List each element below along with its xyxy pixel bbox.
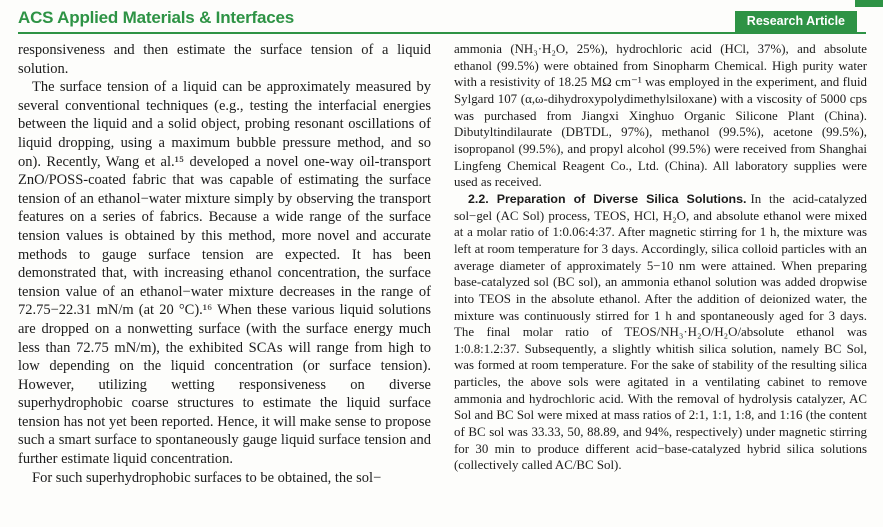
right-column xyxy=(454,41,867,527)
section-paragraph-text: In the acid-catalyzed sol−gel (AC Sol) process, TEOS, HCl, H₂O, and absolute ethanol were mixed at a molar ratio of 1:0.06:4:37. After magnetic stirring for 1 h, the mixture was left at room temperature for 3 days. Accordingly, silica colloid particles with an average diameter of approximately 5−10 nm were attained. When preparing base-catalyzed sol (BC sol), an ammonia ethanol solution was added dropwise into TEOS in the absolute ethanol. After the addition of deionized water, the mixture was continuously stirred for 1 h and spontaneously aged for 3 days. The final molar ratio of TEOS/NH₃·H₂O/H₂O/absolute ethanol was 1:0.8:1.2:37. Subsequently, a slightly whitish silica solution, namely BC Sol, was formed at room temperature. For the sake of stability of the resulting silica particles, the above sols were agitated in a ventilating cabinet to remove ammonia and hydrochloric acid. With the removal of hydrolysis catalyzer, AC Sol and BC Sol were mixed at mass ratios of 2:1, 1:1, 1:8, and 1:16 (the content of BC sol was 33.33, 50, 88.89, and 94%, respectively) under magnetic stirring for 30 min to produce different acid−base-catalyzed hybrid silica solutions (collectively called AC/BC Sol). xyxy=(454,191,867,473)
paragraph: For such superhydrophobic surfaces to be obtained, the sol− xyxy=(32,469,382,486)
corner-accent-bar xyxy=(855,0,883,7)
article-body xyxy=(18,41,867,527)
journal-title: ACS Applied Materials & Interfaces xyxy=(18,8,294,27)
paragraph-continuation: responsiveness and then estimate the surface tension of a liquid solution. xyxy=(18,42,431,77)
paragraph-with-heading xyxy=(454,191,867,474)
header-rule xyxy=(18,32,866,34)
section-heading: 2.2. Preparation of Diverse Silica Solutions. xyxy=(468,191,747,206)
paragraph-continuation: ammonia (NH₃·H₂O, 25%), hydrochloric acid (HCl, 37%), and absolute ethanol (99.5%) were obtained from Sinopharm Chemical. High purity water with a resistivity of 18.25 MΩ cm⁻¹ was employed in the experiment, and fluid Sylgard 107 (α,ω-dihydroxypolydimethylsiloxane) with a viscosity of 5000 cps was purchased from Jiangxi Xinghuo Organic Silicone Plant (China). Dibutyltindilaurate (DBTDL, 97%), methanol (99.5%), acetone (99.5%), isopropanol (99.5%), and propyl alcohol (99.5%) were received from Shanghai Lingfeng Chemical Reagent Co., Ltd. (China). All laboratory supplies were used as received. xyxy=(454,42,867,190)
left-column xyxy=(18,41,431,527)
paragraph: The surface tension of a liquid can be approximately measured by several conventional techniques (e.g., testing the interfacial energies between the liquid and a solid object, probing resonant oscillations of liquid dropping, using a maximum bubble pressure method, and so on). Recently, Wang et al.¹⁵ developed a novel one-way oil-transport ZnO/POSS-coated fabric that was capable of estimating the surface tension of an ethanol−water mixture simply by observing the transport features on a series of fabrics. Because a wide range of the surface tension values is obtained by this method, more novel and accurate methods to gauge surface tension are expected. It has been demonstrated that, with increasing ethanol concentration, the surface tension value of an ethanol−water mixture decreases in the range of 72.75−22.31 mN/m (at 20 °C).¹⁶ When these various liquid solutions are dropped on a nonwetting surface (with the surface energy much less than 72.75 mN/m), the exhibited SCAs will range from high to low depending on the liquid concentration (or surface tension). However, utilizing wetting responsiveness on diverse superhydrophobic coarse structures to estimate the liquid surface tension has not yet been reported. Hence, it will make sense to propose such a smart surface to spontaneously gauge liquid surface tension and further estimate liquid concentration. xyxy=(18,79,431,468)
research-article-badge: Research Article xyxy=(735,11,857,32)
